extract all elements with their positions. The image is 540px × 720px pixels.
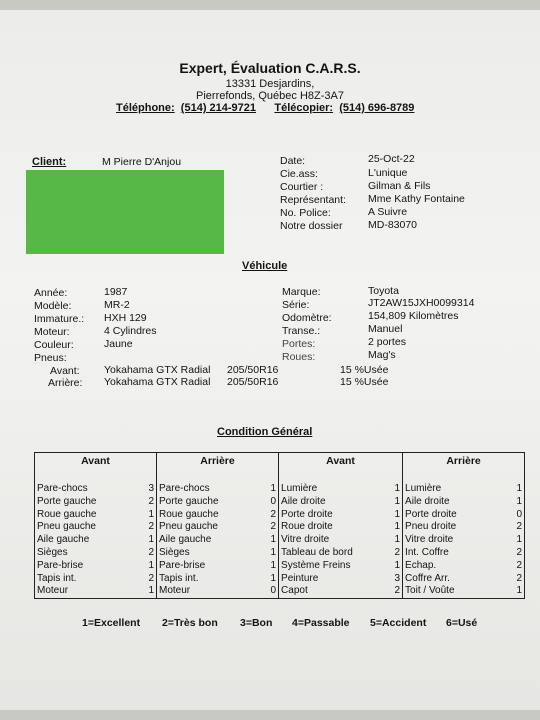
condition-score: 2	[389, 585, 403, 598]
condition-score: 3	[389, 573, 403, 586]
condition-row	[35, 573, 525, 586]
vehicle-label-serial: Série:	[282, 299, 310, 311]
condition-item: Pare-chocs	[159, 483, 210, 494]
condition-item: Tapis int.	[35, 573, 143, 586]
document-page	[0, 10, 540, 710]
header-front-left: Avant	[35, 453, 157, 484]
header-rear-left: Arrière	[157, 453, 279, 484]
vehicle-value-doors: 2 portes	[368, 336, 406, 348]
condition-item: Coffre Arr.	[405, 572, 450, 584]
legend-very-good: 2=Très bon	[162, 617, 218, 629]
vehicle-value-color: Jaune	[104, 338, 133, 350]
condition-item: Moteur	[157, 585, 265, 598]
redacted-client-address	[26, 170, 224, 254]
info-label-representative: Représentant:	[280, 194, 346, 206]
condition-score: 1	[265, 560, 279, 573]
condition-score: 1	[143, 585, 157, 598]
condition-score: 2	[511, 560, 525, 573]
legend-worn: 6=Usé	[446, 617, 478, 629]
condition-item: Sièges	[35, 547, 143, 560]
condition-score: 0	[265, 585, 279, 598]
condition-item: Porte droite	[281, 508, 333, 520]
condition-item: Porte gauche	[35, 496, 143, 509]
condition-score: 1	[143, 534, 157, 547]
condition-item: Moteur	[35, 585, 143, 598]
info-value-file: MD-83070	[368, 219, 418, 231]
condition-score: 2	[265, 521, 279, 534]
header-front-right: Avant	[279, 453, 403, 484]
condition-item: Roue gauche	[35, 509, 143, 522]
condition-score: 1	[389, 509, 403, 522]
condition-item: Int. Coffre	[405, 546, 449, 558]
condition-score: 1	[511, 585, 525, 598]
condition-item: Échap.	[405, 559, 437, 571]
info-value-date: 25-Oct-22	[368, 153, 415, 165]
tire-front-size: 205/50R16	[227, 364, 279, 376]
condition-score: 1	[143, 509, 157, 522]
header-rear-right: Arrière	[403, 453, 525, 484]
condition-table	[34, 452, 525, 599]
condition-score: 2	[389, 547, 403, 560]
condition-score: 3	[143, 483, 157, 496]
condition-item: Tableau de bord	[281, 546, 353, 558]
condition-item: Aile gauche	[35, 534, 143, 547]
contact-line	[116, 102, 414, 114]
vehicle-value-engine: 4 Cylindres	[104, 325, 157, 337]
condition-score: 2	[143, 573, 157, 586]
tire-rear-wear: 15 %Usée	[340, 376, 389, 388]
vehicle-label-engine: Moteur:	[34, 326, 70, 338]
condition-score: 2	[143, 521, 157, 534]
company-address-line1: 13331 Desjardins,	[225, 78, 315, 90]
legend-excellent: 1=Excellent	[82, 617, 141, 629]
vehicle-section-title: Véhicule	[242, 260, 288, 272]
condition-row	[35, 509, 525, 522]
condition-header-row	[35, 453, 525, 484]
condition-item: Sièges	[159, 546, 190, 558]
condition-item: Peinture	[281, 572, 319, 584]
info-label-insurer: Cie.ass:	[280, 168, 318, 180]
legend-passable: 4=Passable	[292, 617, 350, 629]
tire-front-brand: Yokahama GTX Radial	[104, 364, 211, 376]
condition-score: 1	[389, 483, 403, 496]
fax-number: (514) 696-8789	[339, 102, 415, 114]
condition-score: 1	[265, 483, 279, 496]
info-value-representative: Mme Kathy Fontaine	[368, 193, 465, 205]
condition-item: Pare-brise	[159, 559, 206, 571]
vehicle-label-plate: Immature.:	[34, 313, 85, 325]
condition-row	[35, 585, 525, 598]
condition-table-body	[35, 483, 525, 599]
condition-score: 2	[511, 573, 525, 586]
condition-item: Tapis int.	[159, 572, 199, 584]
vehicle-value-year: 1987	[104, 286, 128, 298]
condition-score: 1	[143, 560, 157, 573]
vehicle-value-wheels: Mag's	[368, 349, 396, 361]
client-name: M Pierre D'Anjou	[102, 156, 182, 168]
condition-score: 1	[265, 534, 279, 547]
client-label: Client:	[32, 156, 67, 168]
tire-rear-label: Arrière:	[48, 377, 83, 389]
vehicle-label-color: Couleur:	[34, 339, 74, 351]
tire-front-label: Avant:	[50, 365, 80, 377]
condition-score: 1	[389, 521, 403, 534]
condition-item: Aile gauche	[159, 534, 212, 546]
condition-row	[35, 560, 525, 573]
tire-rear-brand: Yokahama GTX Radial	[104, 376, 211, 388]
info-label-broker: Courtier :	[280, 181, 324, 193]
condition-item: Pare-brise	[35, 560, 143, 573]
phone-label: Téléphone:	[116, 102, 175, 114]
info-value-broker: Gilman & Fils	[368, 180, 431, 192]
condition-item: Roue droite	[281, 521, 333, 533]
vehicle-value-model: MR-2	[104, 299, 130, 311]
vehicle-value-odometer: 154,809 Kilomètres	[368, 310, 459, 322]
legend-good: 3=Bon	[240, 617, 273, 629]
phone-number: (514) 214-9721	[180, 102, 257, 114]
condition-row	[35, 483, 525, 496]
condition-score: 1	[389, 496, 403, 509]
vehicle-value-plate: HXH 129	[104, 312, 147, 324]
condition-score: 1	[265, 573, 279, 586]
condition-item: Pare-chocs	[35, 483, 143, 496]
vehicle-label-odometer: Odomètre:	[282, 312, 332, 324]
company-address-line2: Pierrefonds, Québec H8Z-3A7	[196, 90, 344, 102]
vehicle-value-make: Toyota	[368, 285, 399, 297]
condition-score: 1	[511, 483, 525, 496]
info-label-date: Date:	[280, 155, 306, 167]
condition-row	[35, 534, 525, 547]
condition-item: Lumière	[281, 483, 318, 494]
vehicle-label-doors: Portes:	[282, 338, 316, 350]
condition-item: Pneu droite	[405, 521, 457, 533]
info-value-policy: A Suivre	[368, 206, 408, 218]
vehicle-value-serial: JT2AW15JXH0099314	[368, 297, 475, 309]
vehicle-label-transmission: Transe.:	[282, 325, 321, 337]
condition-item: Aile droite	[405, 495, 450, 507]
info-value-insurer: L'unique	[368, 167, 408, 179]
condition-score: 0	[265, 496, 279, 509]
company-name: Expert, Évaluation C.A.R.S.	[179, 60, 361, 76]
condition-score: 2	[511, 547, 525, 560]
condition-item: Porte gauche	[159, 495, 219, 507]
condition-score: 1	[511, 496, 525, 509]
vehicle-value-transmission: Manuel	[368, 323, 403, 335]
condition-score: 1	[389, 534, 403, 547]
condition-section-title: Condition Général	[217, 426, 313, 438]
condition-score: 2	[143, 496, 157, 509]
vehicle-label-make: Marque:	[282, 286, 321, 298]
condition-score: 2	[511, 521, 525, 534]
condition-score: 0	[511, 509, 525, 522]
tire-front-wear: 15 %Usée	[340, 364, 389, 376]
condition-row	[35, 547, 525, 560]
vehicle-label-wheels: Roues:	[282, 351, 316, 363]
condition-item: Vitre droite	[405, 534, 454, 546]
condition-score: 1	[265, 547, 279, 560]
vehicle-label-model: Modèle:	[34, 300, 72, 312]
condition-item: Pneu gauche	[35, 521, 143, 534]
condition-score: 2	[265, 509, 279, 522]
condition-item: Porte droite	[405, 508, 457, 520]
legend-accident: 5=Accident	[370, 617, 427, 629]
condition-item: Système Freins	[281, 559, 351, 571]
condition-row	[35, 496, 525, 509]
vehicle-label-tires: Pneus:	[34, 352, 67, 364]
condition-score: 1	[511, 534, 525, 547]
info-label-policy: No. Police:	[280, 207, 331, 219]
condition-score: 1	[389, 560, 403, 573]
fax-label: Télécopier:	[274, 102, 334, 114]
tire-rear-size: 205/50R16	[227, 376, 279, 388]
condition-item: Vitre droite	[281, 534, 330, 546]
info-label-file: Notre dossier	[280, 220, 343, 232]
condition-item: Aile droite	[281, 495, 326, 507]
condition-item: Lumière	[405, 483, 442, 494]
condition-score: 2	[143, 547, 157, 560]
vehicle-label-year: Année:	[34, 287, 68, 299]
condition-item: Pneu gauche	[159, 521, 218, 533]
condition-item: Toit / Voûte	[403, 585, 511, 598]
condition-item: Capot	[279, 585, 389, 598]
condition-row	[35, 521, 525, 534]
condition-item: Roue gauche	[159, 508, 219, 520]
